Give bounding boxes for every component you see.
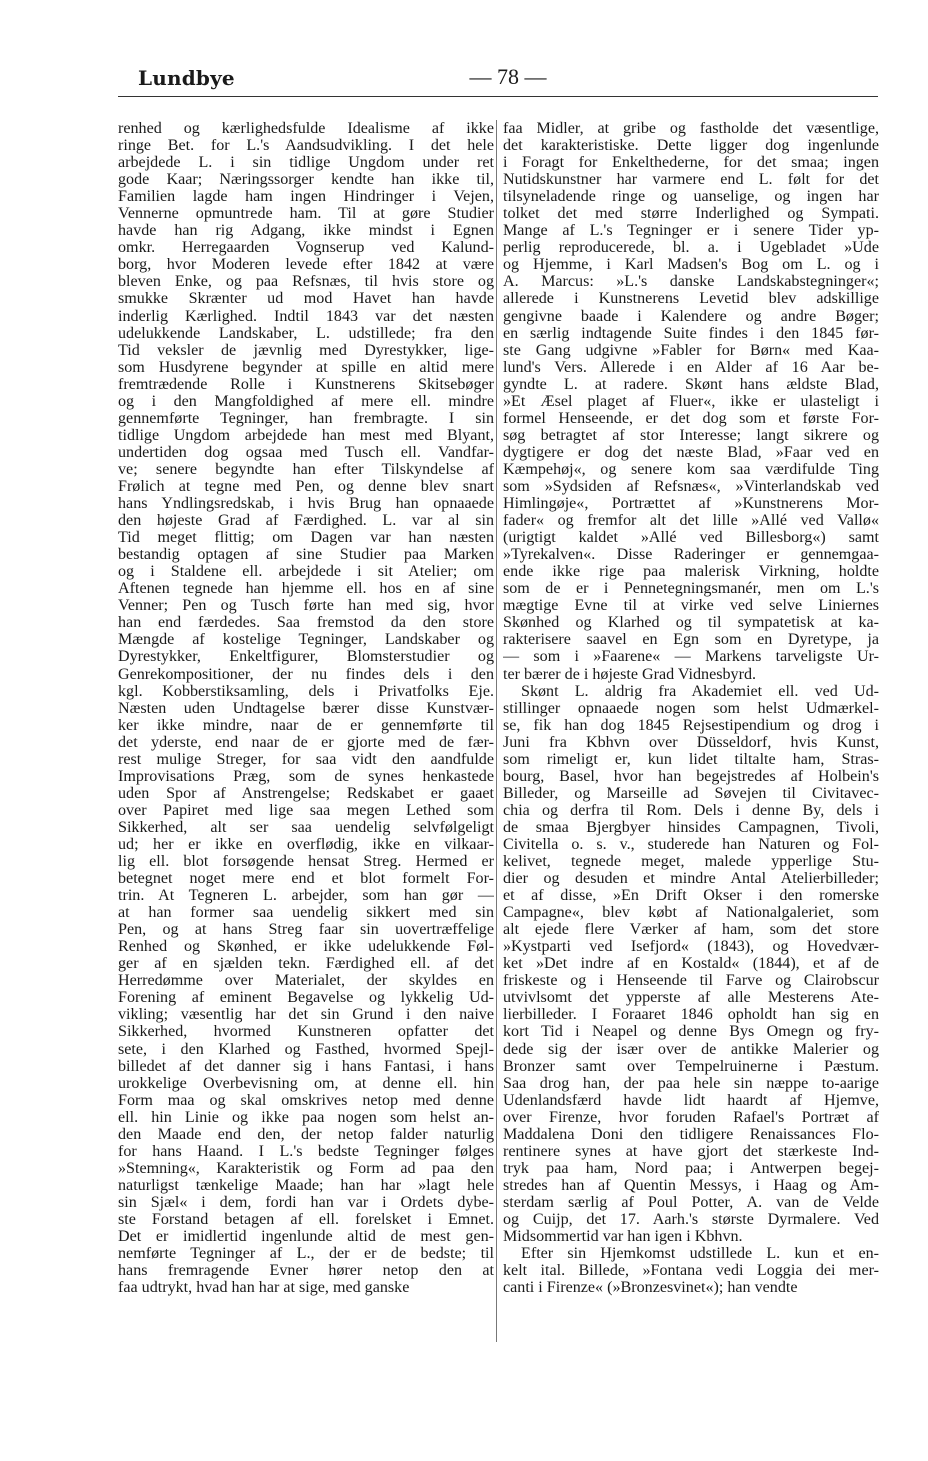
- text-line: gyndte L. at radere. Skønt hans ældste Blad,: [503, 375, 879, 393]
- text-line: havde han rig Adgang, ikke mindst i Egnen: [118, 222, 494, 240]
- text-line: Himlingøje«, Portrættet af »Kunstnerens Mor-: [503, 495, 879, 513]
- text-line: naturligst tænkelige Maade; han har »lagt hele: [118, 1176, 494, 1194]
- right-column: [503, 120, 879, 1296]
- text-line: hans fremragende Evner hører netop den at: [118, 1262, 494, 1280]
- text-line: og i den Mangfoldighed af mere ell. mindre: [118, 392, 494, 410]
- text-line: lund's Vers. Allerede i en Alder af 16 Aar be-: [503, 358, 879, 376]
- text-line: Nutidskunstner har varmere end L. følt for det: [503, 171, 879, 189]
- text-line: urokkelige Overbevisning om, at denne ell. hin: [118, 1074, 494, 1092]
- text-line: ger af en sjælden tekn. Færdighed ell. af det: [118, 955, 494, 973]
- text-line: den Maade end den, der netop falder naturlig: [118, 1125, 494, 1143]
- text-line: kgl. Kobberstiksamling, dels i Privatfolks Eje.: [118, 682, 494, 700]
- text-line: Herredømme over Materialet, der skyldes en: [118, 972, 494, 990]
- text-line: sete, i den Klarhed og Fasthed, hvormed Spejl-: [118, 1040, 494, 1058]
- text-line: ter bærer de i højeste Grad Vidnesbyrd.: [503, 665, 757, 683]
- text-line: gennemførte Tegninger, han frembragte. I sin: [118, 409, 494, 427]
- text-line: over Papiret med lige saa megen Lethed som: [118, 801, 494, 819]
- text-line: faa udtrykt, hvad han har at sige, med ganske: [118, 1279, 410, 1297]
- text-line: faa Midler, at gribe og fastholde det væsentlige,: [503, 120, 879, 137]
- text-line: de smaa Bjergbyer hinsides Campagnen, Tivoli,: [503, 818, 879, 836]
- text-line: friskeste og i Henseende til Farve og Clairobscur: [503, 972, 879, 990]
- text-line: Skønt L. aldrig fra Akademiet ell. ved Ud-: [521, 682, 879, 700]
- text-line: sin Sjæl« i dem, fordi han var i Ordets dybe-: [118, 1193, 494, 1211]
- text-line: det karakteristiske. Dette ligger dog ingenlunde: [503, 137, 879, 155]
- text-line: Mange af L.'s Tegninger er i senere Tider yp-: [503, 222, 879, 240]
- text-line: som de er i Pennetegningsmanér, men om L.'s: [503, 580, 879, 598]
- text-line: sterdam særlig af Poul Potter, A. van de Velde: [503, 1193, 879, 1211]
- text-line: en særlig indtagende Suite findes i den 1845 før-: [503, 324, 879, 342]
- text-line: gode Kaar; Næringssorger kendte han ikke til,: [118, 171, 494, 189]
- text-line: lierbilleder. I Foraaret 1846 opholdt han sig en: [503, 1006, 879, 1024]
- text-line: mægtige Evne til at virke ved selve Liniernes: [503, 597, 879, 615]
- text-line: ell. hin Linie og ikke paa nogen som helst an-: [118, 1108, 494, 1126]
- text-line: kelivet, tegnede meget, malede ypperlige Stu-: [503, 853, 879, 871]
- text-line: Familien lagde ham ingen Hindringer i Vejen,: [118, 188, 494, 206]
- text-line: stillinger opnaaede nogen som helst Udmærkel-: [503, 699, 879, 717]
- text-line: Vennerne opmuntrede ham. Til at gøre Studier: [118, 205, 494, 223]
- text-line: Kæmpehøj«, og senere kom saa værdifulde Ting: [503, 460, 879, 478]
- text-line: for hans Haand. I L.'s bedste Tegninger følges: [118, 1142, 494, 1160]
- text-line: som rimeligt er, kun lidet tiltalte ham, Stras-: [503, 750, 879, 768]
- text-line: arbejdede L. i sin tidlige Ungdom under ret: [118, 154, 494, 172]
- text-line: bleven Enke, og paa Refsnæs, til hvis store og: [118, 273, 494, 291]
- text-line: Juni fra Kbhvn over Düsseldorf, hvis Kunst,: [503, 733, 879, 751]
- text-line: et af disse, »En Drift Okser i den romerske: [503, 887, 879, 905]
- text-line: Det er imidlertid ingenlunde altid de mest gen-: [118, 1228, 494, 1246]
- text-line: Skønhed og Klarhed og til sympatetisk at ka-: [503, 614, 879, 632]
- text-line: ende ikke rige paa malerisk Virkning, holdte: [503, 563, 879, 581]
- text-line: udelukkende Landskaber, L. udstillede; fra den: [118, 324, 494, 342]
- text-line: rakterisere saavel en Egn som en Dyretype, ja: [503, 631, 879, 649]
- text-line: Dyrestykker, Enkeltfigurer, Blomsterstudier og: [118, 648, 494, 666]
- text-line: chia og derfra til Rom. Dels i denne By, dels i: [503, 801, 879, 819]
- text-line: Sikkerhed, alt ser saa uendelig selvfølgeligt: [118, 818, 494, 836]
- text-line: Pen, og at hans Streg faar sin uovertræffelige: [118, 921, 494, 939]
- text-line: Tid meget flittig; om Dagen var han næsten: [118, 529, 494, 547]
- text-line: ket »Det indre af en Kostald« (1844), et af de: [503, 955, 879, 973]
- text-line: ringe Bet. for L.'s Aandsudvikling. I det hele: [118, 137, 494, 155]
- text-line: Efter sin Hjemkomst udstillede L. kun et en-: [521, 1245, 879, 1263]
- text-line: allerede i Kunstnerens Levetid blev adskillige: [503, 290, 879, 308]
- text-line: Udenlandsfærd havde lidt haardt af Hjemve,: [503, 1091, 879, 1109]
- text-line: Renhed og Skønhed, er ikke udelukkende Føl-: [118, 938, 494, 956]
- text-line: Næsten uden Undtagelse bærer disse Kunstvær-: [118, 699, 494, 717]
- text-line: betegnet noget mere end et blot formelt For-: [118, 870, 494, 888]
- text-line: ste Gang udgivne »Fabler for Børn« med Kaa-: [503, 341, 879, 359]
- text-line: fader« og fremfor alt det lille »Allé ved Vallø«: [503, 512, 879, 530]
- text-line: Genrekompositioner, der nu findes dels i den: [118, 665, 494, 683]
- text-line: trin. At Tegneren L. arbejder, som han gør —: [118, 887, 494, 905]
- text-line: ve; senere begyndte han efter Tilskyndelse af: [118, 460, 494, 478]
- text-line: se, fik han dog 1845 Rejsestipendium og drog i: [503, 716, 879, 734]
- text-line: han end færdedes. Saa fremstod da den store: [118, 614, 494, 632]
- text-line: hans Yndlingsredskab, i hvis Brug han opnaaede: [118, 495, 494, 513]
- text-line: Civitella o. s. v., studerede han Naturen og Fol-: [503, 835, 879, 853]
- text-line: i Foragt for Enkelthederne, for det smaa; ingen: [503, 154, 879, 172]
- page-header: [118, 58, 878, 92]
- text-line: dier og desuden et mindre Antal Atelierbilleder;: [503, 870, 879, 888]
- column-divider: [496, 120, 497, 1342]
- text-line: lig ell. blot forsøgende hensat Streg. Hermed er: [118, 853, 494, 871]
- text-line: ker ikke mindre, naar de er gennemførte til: [118, 716, 494, 734]
- text-line: »Kystparti ved Isefjord« (1843), og Hovedvær-: [503, 938, 879, 956]
- text-line: nemførte Tegninger af L., der er de bedste; til: [118, 1245, 494, 1263]
- text-line: Campagne«, blev købt af Nationalgaleriet, som: [503, 904, 879, 922]
- text-line: alt ejede flere Værker af ham, som det store: [503, 921, 879, 939]
- text-line: Mængde af kostelige Tegninger, Landskaber og: [118, 631, 494, 649]
- text-line: omkr. Herregaarden Vognserup ved Kalund-: [118, 239, 494, 257]
- text-line: borg, hvor Moderen levede efter 1842 at være: [118, 256, 494, 274]
- text-line: ud; her er ikke en overflødig, ikke en vilkaar-: [118, 835, 494, 853]
- text-line: uden Spor af Anstrengelse; Redskabet er gaaet: [118, 784, 494, 802]
- text-line: Form maa og skal omskrives netop med denne: [118, 1091, 494, 1109]
- text-line: billedet af det danner sig i hans Fantasi, i hans: [118, 1057, 494, 1075]
- text-line: tolket det med større Inderlighed og Sympati.: [503, 205, 879, 223]
- text-line: A. Marcus: »L.'s danske Landskabstegninger«;: [503, 273, 879, 291]
- text-line: dede sig der især over de antikke Malerier og: [503, 1040, 879, 1058]
- text-line: den højeste Grad af Færdighed. L. var al sin: [118, 512, 494, 530]
- text-line: renhed og kærlighedsfulde Idealisme af ikke: [118, 120, 494, 137]
- text-line: »Tyrekalven«. Disse Raderinger er gennemgaa-: [503, 546, 879, 564]
- text-line: Forening af eminent Begavelse og lykkelig Ud-: [118, 989, 494, 1007]
- text-line: utvivlsomt det ypperste af alle Mesterens Ate-: [503, 989, 879, 1007]
- text-line: rentinere synes at have gjort det stærkeste Ind-: [503, 1142, 879, 1160]
- text-line: vikling; væsentlig har det sin Grund i den naive: [118, 1006, 494, 1024]
- text-line: Bronzer samt over Tempelruinerne i Pæstum.: [503, 1057, 879, 1075]
- text-line: »Et Æsel plaget af Fluer«, ikke er ulasteligt i: [503, 392, 879, 410]
- text-line: Saa drog han, der paa hele sin næppe to-aarige: [503, 1074, 879, 1092]
- text-line: søg betragtet af stor Interesse; langt sikrere og: [503, 426, 879, 444]
- text-line: Frølich at tegne med Pen, og denne blev snart: [118, 477, 494, 495]
- header-rule: [118, 96, 878, 97]
- text-line: og i Staldene ell. arbejdede i sit Atelier; om: [118, 563, 494, 581]
- left-column: [118, 120, 494, 1296]
- text-line: Maddalena Doni den tidligere Renaissances Flo-: [503, 1125, 879, 1143]
- text-line: — som i »Faarene« — Markens tarveligste Ur-: [503, 648, 879, 666]
- text-line: tilsyneladende ringe og uanselige, og ingen har: [503, 188, 879, 206]
- text-line: »Stemning«, Karakteristik og Form ad paa den: [118, 1159, 494, 1177]
- page-number: — 78 —: [469, 64, 547, 89]
- text-line: formel Henseende, er det dog som et første For-: [503, 409, 879, 427]
- text-line: inderlig Kærlighed. Indtil 1843 var det næsten: [118, 307, 494, 325]
- text-line: canti i Firenze« (»Bronzesvinet«); han vendte: [503, 1279, 798, 1297]
- text-line: at han former saa uendelig sikkert med sin: [118, 904, 494, 922]
- text-line: stredes han af Quentin Messys, i Haag og Am-: [503, 1176, 879, 1194]
- text-line: kelt ital. Billede, »Fontana vedi Loggia dei mer-: [503, 1262, 879, 1280]
- text-line: dygtigere er dog det næste Blad, »Faar ved en: [503, 443, 879, 461]
- text-line: Improvisations Præg, som de synes henkastede: [118, 767, 494, 785]
- text-line: Midsommertid var han igen i Kbhvn.: [503, 1228, 743, 1246]
- text-line: ste Forstand betagen af ell. forelsket i Emnet.: [118, 1211, 494, 1228]
- text-line: over Firenze, hvor foruden Rafael's Portræt af: [503, 1108, 879, 1126]
- text-line: som Husdyrene begynder at spille en altid mere: [118, 358, 494, 376]
- text-line: og Hjemme, i Karl Madsen's Bog om L. og i: [503, 256, 879, 274]
- running-head: Lundbye: [138, 66, 235, 90]
- text-line: Venner; Pen og Tusch førte han med sig, hvor: [118, 597, 494, 615]
- text-line: rest mulige Streger, for saa vidt den aandfulde: [118, 750, 494, 768]
- text-line: Tid veksler de jævnlig med Dyrestykker, lige-: [118, 341, 494, 359]
- text-line: tryk paa ham, Nord paa; i Antwerpen begej-: [503, 1159, 879, 1177]
- text-line: fremtrædende Rolle i Kunstnerens Skitsebøger: [118, 375, 494, 393]
- text-line: tidlige Ungdom arbejdede han mest med Blyant,: [118, 426, 494, 444]
- text-line: og Cuijp, det 17. Aarh.'s største Dyrmalere. Ved: [503, 1211, 879, 1228]
- text-line: som »Sydsiden af Refsnæs«, »Vinterlandskab ved: [503, 477, 879, 495]
- text-line: (urigtigt kaldet »Allé ved Billesborg«) samt: [503, 529, 879, 547]
- text-line: det yderste, end naar de er gjorte med de fær-: [118, 733, 494, 751]
- text-line: perlig reproducerede, bl. a. i Ugebladet »Ude: [503, 239, 879, 257]
- text-line: Sikkerhed, hvormed Kunstneren opfatter det: [118, 1023, 494, 1041]
- text-line: kort Tid i Neapel og denne Bys Omegn og fry-: [503, 1023, 879, 1041]
- text-line: gengivne baade i Kalendere og andre Bøger;: [503, 307, 879, 325]
- text-line: Aftenen tegnede han hjemme ell. hos en af sine: [118, 580, 494, 598]
- text-line: bourg, Basel, hvor han begejstredes af Holbein's: [503, 767, 879, 785]
- text-line: undertiden dog ogsaa med Tusch ell. Vandfar-: [118, 443, 494, 461]
- text-line: bestandig optagen af sine Studier paa Marken: [118, 546, 494, 564]
- text-line: smukke Skrænter ud mod Havet han havde: [118, 290, 494, 308]
- text-line: Billeder, og Marseille ad Søvejen til Civitavec-: [503, 784, 879, 802]
